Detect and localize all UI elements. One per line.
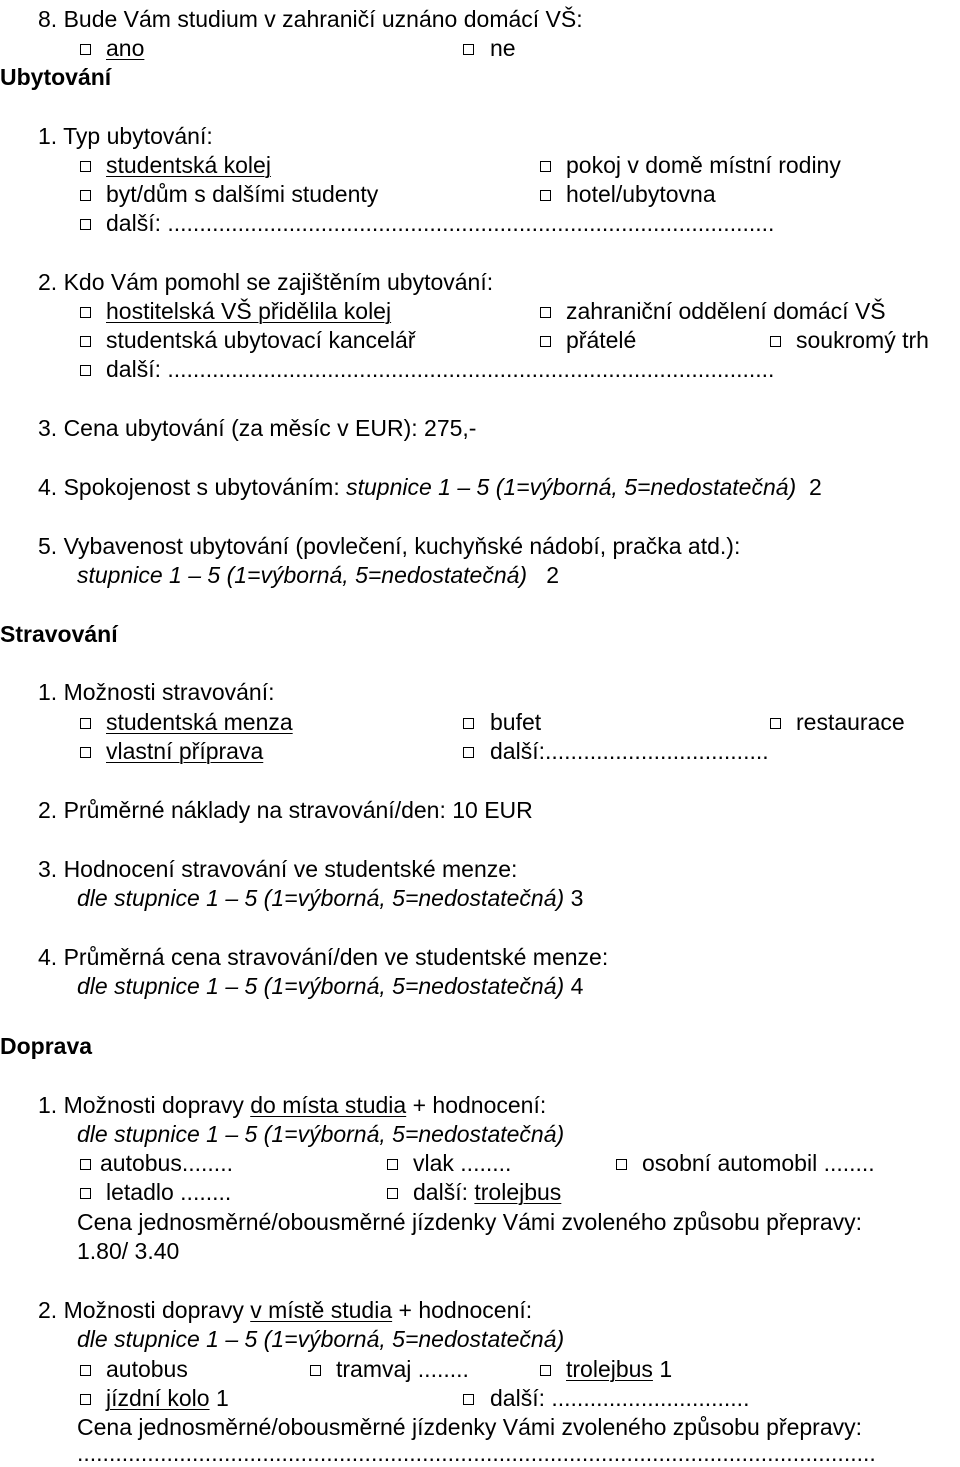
question-canteen-price: 4. Průměrná cena stravování/den ve studentské menze: xyxy=(38,944,609,970)
option-bicycle xyxy=(78,1384,458,1412)
question-recognition: 8. Bude Vám studium v zahraničí uznáno domácí VŠ: xyxy=(38,6,583,32)
checkbox-other-transport-local[interactable] xyxy=(463,1394,474,1405)
canteen-rating-scale: dle stupnice 1 – 5 (1=výborná, 5=nedostatečná) xyxy=(77,885,565,911)
satisfaction-label: 4. Spokojenost s ubytováním: xyxy=(38,474,347,500)
equipment-rating xyxy=(77,561,559,589)
transport-q2-scale: dle stupnice 1 – 5 (1=výborná, 5=nedostatečná) xyxy=(77,1326,565,1352)
checkbox-private-market[interactable] xyxy=(770,336,781,347)
checkbox-student-canteen[interactable] xyxy=(80,718,91,729)
section-heading-accommodation: Ubytování xyxy=(0,64,112,90)
question-transport-to-destination xyxy=(38,1091,546,1119)
checkbox-no[interactable] xyxy=(463,44,474,55)
option-other-transport-local-label: další: ............................... xyxy=(490,1385,750,1411)
option-no-label: ne xyxy=(490,35,516,61)
option-bus-local-label: autobus xyxy=(106,1356,188,1382)
option-other-help-label: další: ............................................................................................... xyxy=(106,356,775,382)
question-accommodation-satisfaction xyxy=(38,473,822,501)
option-yes-label: ano xyxy=(106,35,145,61)
option-train xyxy=(413,1149,511,1177)
transport-q2-price-value: ............................................................................................................................. xyxy=(77,1440,876,1466)
transport-q1-suffix: + hodnocení: xyxy=(406,1092,547,1118)
option-friends-label: přátelé xyxy=(566,327,637,353)
option-student-canteen-label: studentská menza xyxy=(106,709,293,735)
question-accommodation-help: 2. Kdo Vám pomohl se zajištěním ubytování: xyxy=(38,269,494,295)
trolleybus-label: trolejbus xyxy=(566,1356,653,1382)
transport-q2-suffix: + hodnocení: xyxy=(392,1297,533,1323)
satisfaction-scale: stupnice 1 – 5 (1=výborná, 5=nedostatečná) xyxy=(346,474,797,500)
equipment-value: 2 xyxy=(546,562,560,588)
checkbox-other-help[interactable] xyxy=(80,365,91,376)
option-shared-flat-label: byt/dům s dalšími studenty xyxy=(106,181,379,207)
satisfaction-value: 2 xyxy=(809,474,822,500)
option-buffet-label: bufet xyxy=(490,709,542,735)
checkbox-restaurant[interactable] xyxy=(770,718,781,729)
checkbox-shared-flat[interactable] xyxy=(80,190,91,201)
transport-q1-underlined: do místa studia xyxy=(250,1092,407,1118)
car-label: osobní automobil xyxy=(642,1150,818,1176)
train-dots: ........ xyxy=(460,1150,512,1176)
option-plane xyxy=(106,1178,231,1206)
question-accommodation-type: 1. Typ ubytování: xyxy=(38,123,213,149)
checkbox-yes[interactable] xyxy=(80,44,91,55)
option-trolleybus xyxy=(566,1355,672,1383)
other-transport-label: další: xyxy=(413,1179,475,1205)
question-accommodation-price: 3. Cena ubytování (za měsíc v EUR): 275,- xyxy=(38,415,477,441)
section-heading-food: Stravování xyxy=(0,621,118,647)
option-other-food-label: další:................................... xyxy=(490,738,769,764)
canteen-price-value: 4 xyxy=(570,973,584,999)
checkbox-other-transport-destination[interactable] xyxy=(387,1188,398,1199)
canteen-rating xyxy=(77,884,583,912)
transport-q1-price-label: Cena jednosměrné/obousměrné jízdenky Vámi zvoleného způsobu přepravy: xyxy=(77,1209,863,1235)
checkbox-buffet[interactable] xyxy=(463,718,474,729)
option-tram-label: tramvaj ........ xyxy=(336,1356,469,1382)
equipment-scale: stupnice 1 – 5 (1=výborná, 5=nedostatečná) xyxy=(77,562,528,588)
bus-label: autobus xyxy=(100,1150,182,1176)
checkbox-other-accommodation[interactable] xyxy=(80,219,91,230)
bicycle-label: jízdní kolo xyxy=(106,1385,210,1411)
transport-q2-price-label: Cena jednosměrné/obousměrné jízdenky Vámi zvoleného způsobu přepravy: xyxy=(77,1414,863,1440)
transport-q2-prefix: 2. Možnosti dopravy xyxy=(38,1297,251,1323)
option-host-university-label: hostitelská VŠ přidělila kolej xyxy=(106,298,392,324)
checkbox-car[interactable] xyxy=(616,1159,627,1170)
checkbox-tram[interactable] xyxy=(310,1365,321,1376)
canteen-rating-value: 3 xyxy=(570,885,584,911)
transport-q1-price-value: 1.80/ 3.40 xyxy=(77,1238,180,1264)
transport-q1-scale: dle stupnice 1 – 5 (1=výborná, 5=nedostatečná) xyxy=(77,1121,565,1147)
question-accommodation-equipment: 5. Vybavenost ubytování (povlečení, kuchyňské nádobí, pračka atd.): xyxy=(38,533,741,559)
trolleybus-rating: 1 xyxy=(652,1356,673,1382)
checkbox-dorm[interactable] xyxy=(80,161,91,172)
option-other-transport-destination xyxy=(413,1178,561,1206)
checkbox-housing-office[interactable] xyxy=(80,336,91,347)
train-label: vlak xyxy=(413,1150,454,1176)
question-transport-local xyxy=(38,1296,532,1324)
checkbox-bus-destination[interactable] xyxy=(80,1159,91,1170)
canteen-price-rating xyxy=(77,972,583,1000)
option-bus-destination xyxy=(100,1149,233,1177)
option-dorm-label: studentská kolej xyxy=(106,152,271,178)
option-international-office-label: zahraniční oddělení domácí VŠ xyxy=(566,298,886,324)
option-car xyxy=(642,1149,875,1177)
section-heading-transport: Doprava xyxy=(0,1033,93,1059)
option-hotel-label: hotel/ubytovna xyxy=(566,181,716,207)
bus-dots: ........ xyxy=(181,1150,233,1176)
checkbox-plane[interactable] xyxy=(80,1188,91,1199)
checkbox-host-university[interactable] xyxy=(80,307,91,318)
option-private-market-label: soukromý trh xyxy=(796,327,929,353)
checkbox-friends[interactable] xyxy=(540,336,551,347)
checkbox-own-cooking[interactable] xyxy=(80,747,91,758)
option-housing-office-label: studentská ubytovací kancelář xyxy=(106,327,416,353)
question-canteen-rating: 3. Hodnocení stravování ve studentské menze: xyxy=(38,856,518,882)
checkbox-train[interactable] xyxy=(387,1159,398,1170)
checkbox-other-food[interactable] xyxy=(463,747,474,758)
checkbox-international-office[interactable] xyxy=(540,307,551,318)
plane-dots: ........ xyxy=(180,1179,232,1205)
option-host-family-label: pokoj v domě místní rodiny xyxy=(566,152,841,178)
bicycle-rating: 1 xyxy=(209,1385,229,1411)
checkbox-hotel[interactable] xyxy=(540,190,551,201)
car-dots: ........ xyxy=(823,1150,875,1176)
option-own-cooking-label: vlastní příprava xyxy=(106,738,264,764)
question-food-options: 1. Možnosti stravování: xyxy=(38,679,275,705)
question-food-cost: 2. Průměrné náklady na stravování/den: 10 EUR xyxy=(38,797,533,823)
option-other-accommodation-label: další: ............................................................................................... xyxy=(106,210,775,236)
option-restaurant-label: restaurace xyxy=(796,709,905,735)
transport-q1-prefix: 1. Možnosti dopravy xyxy=(38,1092,251,1118)
checkbox-bus-local[interactable] xyxy=(80,1365,91,1376)
checkbox-trolleybus[interactable] xyxy=(540,1365,551,1376)
plane-label: letadlo xyxy=(106,1179,174,1205)
transport-q2-underlined: v místě studia xyxy=(250,1297,393,1323)
checkbox-host-family[interactable] xyxy=(540,161,551,172)
other-transport-value: trolejbus xyxy=(474,1179,562,1205)
canteen-price-scale: dle stupnice 1 – 5 (1=výborná, 5=nedostatečná) xyxy=(77,973,565,999)
